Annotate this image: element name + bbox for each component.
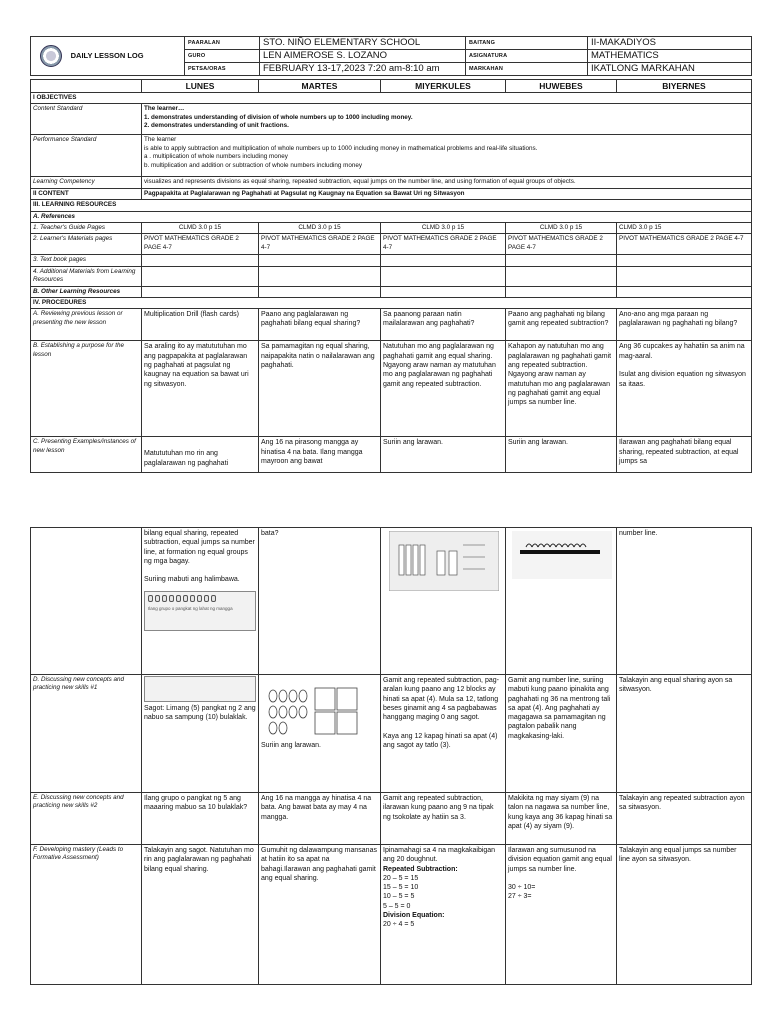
procedures-heading: IV. PROCEDURES <box>31 298 752 309</box>
row-c-cell: Ang 16 na pirasong mangga ay hinatisa 4 na bata. Ilang mangga mayroon ang bawat <box>259 437 381 473</box>
lesson-table-page-1 <box>30 79 751 473</box>
flowers-row-image <box>144 676 256 702</box>
corner-cell <box>31 80 142 93</box>
row-d-thursday: Gamit ang number line, suriing mabuti kung paano ipinakita ang paghahati ng 36 na mentrong tali sa apat (4). Ang paghahati ay magagawa sa pamamagitan ng pagtalon pabalik nang magkakasing-laki. <box>506 675 617 793</box>
subject-label: ASIGNATURA <box>466 50 588 63</box>
row-b-cell: Sa pamamagitan ng equal sharing, naipapakita natin o nailalarawan ang paghahati. <box>259 341 381 437</box>
row-e-cell: Talakayin ang repeated subtraction ayon sa sitwasyon. <box>617 793 752 845</box>
lesson-table-page-2 <box>30 527 751 985</box>
tg-cell: CLMD 3.0 p 15 <box>259 223 381 234</box>
content-standard-label: Content Standard <box>31 104 142 135</box>
additional-label: 4. Additional Materials from Learning Resources <box>31 266 142 286</box>
content-label: II CONTENT <box>31 188 142 199</box>
lesson-table <box>30 79 752 473</box>
row-c-cell: Matututuhan mo rin ang paglalarawan ng paghahati <box>142 437 259 473</box>
tg-label: 1. Teacher's Guide Pages <box>31 223 142 234</box>
row-f-cell: Talakayin ang equal jumps sa number line ayon sa sitwasyon. <box>617 845 752 985</box>
row-a-cell: Paano ang paglalarawan ng paghahati bilang equal sharing? <box>259 309 381 341</box>
grade-label: BAITANG <box>466 37 588 50</box>
deped-seal-icon <box>40 45 62 67</box>
row-a-cell: Paano ang paghahati ng bilang gamit ang repeated subtraction? <box>506 309 617 341</box>
row-e-label: E. Discussing new concepts and practicing new skills #2 <box>31 793 142 845</box>
competency-label: Learning Competency <box>31 177 142 188</box>
subject-value: MATHEMATICS <box>588 50 752 63</box>
competency-text: visualizes and represents divisions as equal sharing, repeated subtraction, equal jumps on the number line, and using formation of equal groups of objects. <box>142 177 752 188</box>
lm-cell: PIVOT MATHEMATICS GRADE 2 PAGE 4-7 <box>506 234 617 255</box>
performance-standard-text: The learner is able to apply subtraction and multiplication of whole numbers up to 1000 including money in mathematical problems and real-life situations. a . multiplication of whole numbers including money b. multiplication and addition or subtraction of whole numbers including money <box>142 135 752 177</box>
row-d-friday: Talakayin ang equal sharing ayon sa sitwasyon. <box>617 675 752 793</box>
row-f-cell: Gumuhit ng dalawampung mansanas at hatiin ito sa apat na bahagi.Ilarawan ang paghahati gamit ang equal sharing. <box>259 845 381 985</box>
date-label: PETSA/ORAS <box>185 63 260 76</box>
performance-standard-label: Performance Standard <box>31 135 142 177</box>
row-d-label: D. Discussing new concepts and practicing new skills #1 <box>31 675 142 793</box>
row-e-cell: Makikita ng may siyam (9) na talon na nagawa sa number line, kung kaya ang 36 kapag hinati sa apat (4) ay siyam (9). <box>506 793 617 845</box>
row-b-label: B. Establishing a purpose for the lesson <box>31 341 142 437</box>
row-c-cont-label <box>31 528 142 675</box>
content-standard-text: The learner… 1. demonstrates understanding of division of whole numbers up to 1000 including money. 2. demonstrates understanding of unit fractions. <box>142 104 752 135</box>
row-c-label: C. Presenting Examples/instances of new lesson <box>31 437 142 473</box>
content-text: Pagpapakita at Paglalarawan ng Paghahati at Pagsulat ng Kaugnay na Equation sa Bawat Uri ng Sitwasyon <box>142 188 752 199</box>
row-d-tuesday <box>259 675 381 793</box>
day-wednesday: MIYERKULES <box>381 80 506 93</box>
day-tuesday: MARTES <box>259 80 381 93</box>
row-b-cell: Kahapon ay natutuhan mo ang paglalarawan ng paghahati gamit ang repeated subtraction. Ngayong araw naman ay matutuhan mo ang paglalarawan ng paghahati gamit ang equal jumps sa number line. <box>506 341 617 437</box>
lm-cell: PIVOT MATHEMATICS GRADE 2 PAGE 4-7 <box>142 234 259 255</box>
flower-groups-image <box>144 591 256 631</box>
row-c-cont-tuesday: bata? <box>259 528 381 675</box>
school-value: STO. NIÑO ELEMENTARY SCHOOL <box>260 37 466 50</box>
teacher-label: GURO <box>185 50 260 63</box>
tg-cell: CLMD 3.0 p 15 <box>142 223 259 234</box>
tg-cell: CLMD 3.0 p 15 <box>381 223 506 234</box>
row-d-wednesday: Gamit ang repeated subtraction, pag-aralan kung paano ang 12 blocks ay hinati sa apat (4). Mula sa 12, tatlong beses ginamit ang 4 sa pagbabawas hanggang maging 0 ang sagot. Kaya ang 12 kapag hinati sa apat (4) ang sagot ay tatlo (3). <box>381 675 506 793</box>
row-a-label: A. Reviewing previous lesson or presenting the new lesson <box>31 309 142 341</box>
lm-cell: PIVOT MATHEMATICS GRADE 2 PAGE 4-7 <box>381 234 506 255</box>
row-e-cell: Ilang grupo o pangkat ng 5 ang maaaring mabuo sa 10 bulaklak? <box>142 793 259 845</box>
row-f-cell: Ilarawan ang sumusunod na division equation gamit ang equal jumps sa number line. 30 ÷ 10= 27 ÷ 3= <box>506 845 617 985</box>
mangoes-grid-icon <box>265 686 361 736</box>
school-label: PAARALAN <box>185 37 260 50</box>
other-resources-label: B. Other Learning Resources <box>31 286 142 297</box>
rs-intro: Ipinamahagi sa 4 na magkakaibigan ang 20 doughnut. <box>383 847 496 864</box>
row-b-cell: Natutuhan mo ang paglalarawan ng paghahati gamit ang equal sharing. Ngayong araw naman ay matutuhan mo ang paglalarawan ng paghahati gamit ang repeated subtraction. <box>381 341 506 437</box>
row-c-cont-wednesday <box>381 528 506 675</box>
rs-line: 15 – 5 = 10 <box>383 884 419 892</box>
row-a-cell: Sa paanong paraan natin mailalarawan ang paghahati? <box>381 309 506 341</box>
row-d-monday-text: Sagot: Limang (5) pangkat ng 2 ang nabuo sa sampung (10) bulaklak. <box>144 705 256 722</box>
number-line-jumps-icon <box>512 531 612 579</box>
row-e-cell: Gamit ang repeated subtraction, ilarawan kung paano ang 9 na tipak ng tsokolate ay hatiin sa 3. <box>381 793 506 845</box>
day-thursday: HUWEBES <box>506 80 617 93</box>
row-c-cont-thursday <box>506 528 617 675</box>
row-c-cell: Ilarawan ang paghahati bilang equal sharing, repeated subtraction, at equal jumps sa <box>617 437 752 473</box>
row-f-label: F. Developing mastery (Leads to Formative Assessment) <box>31 845 142 985</box>
rs-line: 10 – 5 = 5 <box>383 893 415 901</box>
day-friday: BIYERNES <box>617 80 752 93</box>
references-heading: A. References <box>31 211 752 222</box>
tg-cell: CLMD 3.0 p 15 <box>506 223 617 234</box>
row-d-tuesday-text: Suriin ang larawan. <box>261 742 321 750</box>
grade-value: II-MAKADIYOS <box>588 37 752 50</box>
date-value: FEBRUARY 13-17,2023 7:20 am-8:10 am <box>260 63 466 76</box>
header-block <box>30 36 751 76</box>
row-a-cell: Ano-ano ang mga paraan ng paglalarawan ng paghahati ng bilang? <box>617 309 752 341</box>
quarter-value: IKATLONG MARKAHAN <box>588 63 752 76</box>
row-b-cell: Ang 36 cupcakes ay hahatiin sa anim na mag-aaral. Isulat ang division equation ng sitwasyon sa itaas. <box>617 341 752 437</box>
row-f-cell: Talakayin ang sagot. Natutuhan mo rin ang paglalarawan ng paghahati bilang equal sharing. <box>142 845 259 985</box>
quarter-label: MARKAHAN <box>466 63 588 76</box>
blocks-illustration-icon <box>389 531 499 591</box>
row-c-cont-text: bilang equal sharing, repeated subtraction, equal jumps sa number line, at formation ng equal groups ng mga bagay. Suriing mabuti ang halimbawa. <box>144 530 255 584</box>
lm-label: 2. Learner's Materials pages <box>31 234 142 255</box>
row-e-cell: Ang 16 na mangga ay hinatisa 4 na bata. Ang bawat bata ay may 4 na mangga. <box>259 793 381 845</box>
day-monday: LUNES <box>142 80 259 93</box>
division-equation: 20 ÷ 4 = 5 <box>383 921 415 929</box>
rs-line: 20 – 5 = 15 <box>383 874 419 882</box>
rs-line: 5 – 5 = 0 <box>383 902 411 910</box>
flower-image-caption: Ilang grupo o pangkat ng lahat ng mangga <box>148 605 233 611</box>
flower-dots <box>148 595 252 602</box>
row-f-wednesday <box>381 845 506 985</box>
header-table <box>30 36 752 76</box>
row-c-cell: Suriin ang larawan. <box>506 437 617 473</box>
lm-cell: PIVOT MATHEMATICS GRADE 2 PAGE 4-7 <box>617 234 752 255</box>
lesson-table-continued <box>30 527 752 985</box>
de-title: Division Equation: <box>383 912 445 920</box>
row-b-cell: Sa araling ito ay matututuhan mo ang pagpapakita at paglalarawan ng paghahati at pagsulat ng kaugnay na equation sa bawat uri ng sitwasyon. <box>142 341 259 437</box>
objectives-heading: I OBJECTIVES <box>31 93 752 104</box>
row-a-cell: Multiplication Drill (flash cards) <box>142 309 259 341</box>
textbook-label: 3. Text book pages <box>31 255 142 266</box>
row-c-cont-monday <box>142 528 259 675</box>
row-c-cont-friday: number line. <box>617 528 752 675</box>
tg-cell: CLMD 3.0 p 15 <box>617 223 752 234</box>
rs-title: Repeated Subtraction: <box>383 865 458 873</box>
logo-cell <box>31 37 185 76</box>
teacher-value: LEN AIMEROSE S. LOZANO <box>260 50 466 63</box>
log-title: DAILY LESSON LOG <box>70 51 144 60</box>
lm-cell: PIVOT MATHEMATICS GRADE 2 PAGE 4-7 <box>259 234 381 255</box>
resources-heading: III. LEARNING RESOURCES <box>31 200 752 211</box>
row-c-cell: Suriin ang larawan. <box>381 437 506 473</box>
row-d-monday <box>142 675 259 793</box>
